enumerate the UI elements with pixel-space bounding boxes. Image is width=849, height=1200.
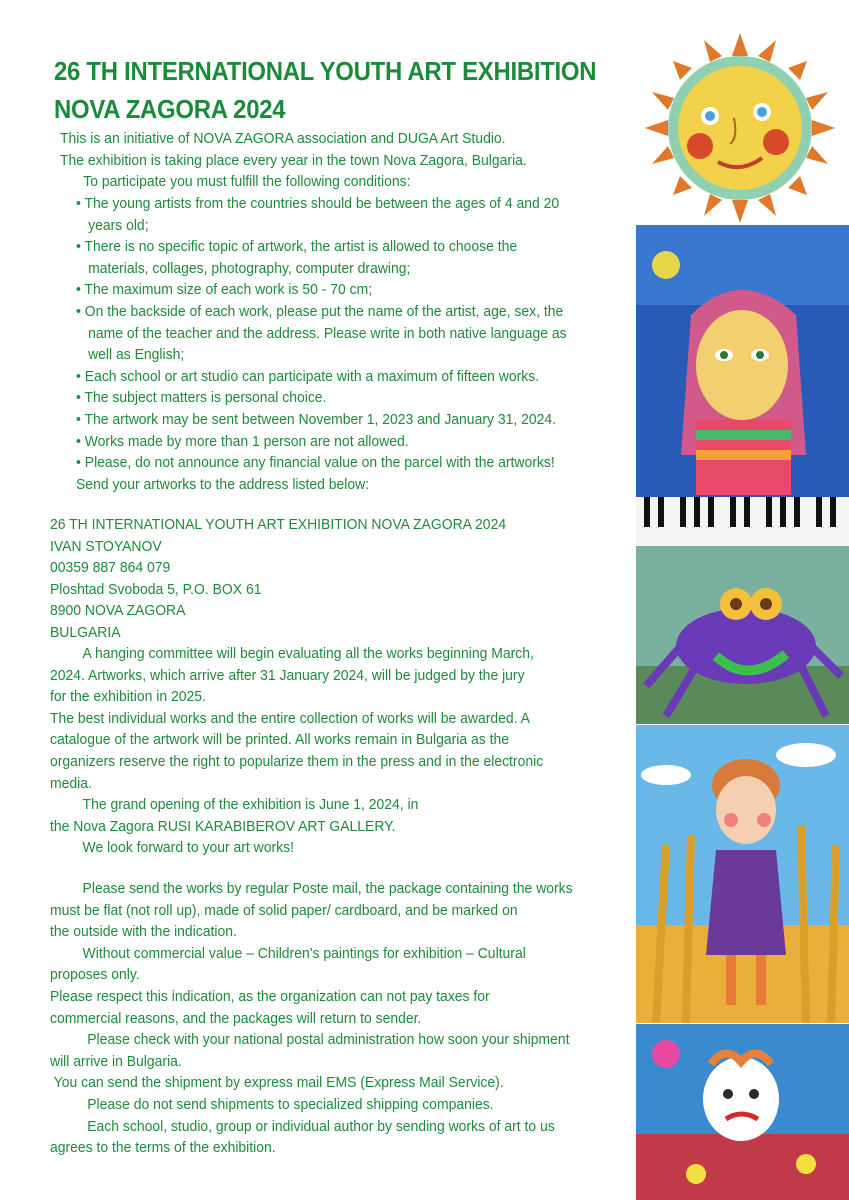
condition-item: • The artwork may be sent between November 1, 2023 and January 31, 2024. xyxy=(76,409,567,431)
body-block-1 xyxy=(50,643,543,859)
body-line: agrees to the terms of the exhibition. xyxy=(50,1139,276,1157)
conditions-list xyxy=(76,193,567,495)
address-line: IVAN STOYANOV xyxy=(50,537,162,555)
body-line: for the exhibition in 2025. xyxy=(50,688,206,706)
condition-item: • Works made by more than 1 person are not allowed. xyxy=(76,431,567,453)
condition-item-cont: materials, collages, photography, computer drawing; xyxy=(88,259,411,277)
body-line: Please do not send shipments to specialized shipping companies. xyxy=(87,1095,494,1113)
body-line: Please check with your national postal administration how soon your shipment xyxy=(87,1031,570,1049)
intro-line: This is an initiative of NOVA ZAGORA association and DUGA Art Studio. xyxy=(60,130,506,147)
condition-item: • The subject matters is personal choice. xyxy=(76,387,567,409)
body-line: proposes only. xyxy=(50,966,140,984)
body-line: Each school, studio, group or individual author by sending works of art to us xyxy=(87,1117,555,1135)
address-line: 8900 NOVA ZAGORA xyxy=(50,602,186,620)
body-line: Please respect this indication, as the organization can not pay taxes for xyxy=(50,987,490,1005)
condition-item-cont: well as English; xyxy=(88,346,185,364)
body-line: catalogue of the artwork will be printed. All works remain in Bulgaria as the xyxy=(50,731,510,749)
condition-item: • On the backside of each work, please put the name of the artist, age, sex, the xyxy=(76,301,567,323)
condition-item-cont: years old; xyxy=(88,216,149,234)
body-line: will arrive in Bulgaria. xyxy=(50,1052,182,1070)
girl-piano-painting-image xyxy=(636,225,849,545)
body-line: You can send the shipment by express mail EMS (Express Mail Service). xyxy=(53,1074,504,1092)
send-line: Send your artworks to the address listed below: xyxy=(76,475,370,493)
body-line: Please send the works by regular Poste mail, the package containing the works xyxy=(82,880,573,897)
address-block xyxy=(50,514,506,644)
address-line: 00359 887 864 079 xyxy=(50,559,171,577)
body-line: 2024. Artworks, which arrive after 31 January 2024, will be judged by the jury xyxy=(50,666,525,684)
body-line: We look forward to your art works! xyxy=(82,839,294,857)
address-line: BULGARIA xyxy=(50,623,121,641)
body-line: A hanging committee will begin evaluating all the works beginning March, xyxy=(82,645,534,662)
body-line: commercial reasons, and the packages will return to sender. xyxy=(50,1009,422,1027)
intro-line: The exhibition is taking place every year in the town Nova Zagora, Bulgaria. xyxy=(60,151,527,169)
girl-wheat-painting-image xyxy=(636,725,849,1023)
condition-item: • Each school or art studio can participate with a maximum of fifteen works. xyxy=(76,366,567,388)
spider-painting-image xyxy=(636,546,849,724)
condition-item: • There is no specific topic of artwork, the artist is allowed to choose the xyxy=(76,236,567,258)
condition-item: • The young artists from the countries should be between the ages of 4 and 20 xyxy=(76,193,567,215)
condition-item: • Please, do not announce any financial value on the parcel with the artworks! xyxy=(76,452,567,474)
body-line: Without commercial value – Children’s paintings for exhibition – Cultural xyxy=(82,944,526,962)
address-line: 26 TH INTERNATIONAL YOUTH ART EXHIBITION NOVA ZAGORA 2024 xyxy=(50,516,507,533)
address-line: Ploshtad Svoboda 5, P.O. BOX 61 xyxy=(50,580,262,598)
page-title xyxy=(54,52,597,128)
intro-block xyxy=(60,128,527,193)
condition-item-cont: name of the teacher and the address. Please write in both native language as xyxy=(88,324,567,342)
body-line: the Nova Zagora RUSI KARABIBEROV ART GALLERY. xyxy=(50,817,396,835)
body-line: the outside with the indication. xyxy=(50,923,237,941)
sun-painting-image xyxy=(640,32,840,222)
condition-item: • The maximum size of each work is 50 - 70 cm; xyxy=(76,279,567,301)
title-line-2: NOVA ZAGORA 2024 xyxy=(54,94,286,124)
body-block-2 xyxy=(50,878,573,1159)
body-line: The best individual works and the entire collection of works will be awarded. A xyxy=(50,709,530,727)
body-line: media. xyxy=(50,774,92,792)
body-line: must be flat (not roll up), made of solid paper/ cardboard, and be marked on xyxy=(50,901,518,919)
intro-line: To participate you must fulfill the following conditions: xyxy=(83,173,411,191)
title-line-1: 26 TH INTERNATIONAL YOUTH ART EXHIBITION xyxy=(54,56,597,86)
body-line: The grand opening of the exhibition is June 1, 2024, in xyxy=(82,796,419,814)
clown-painting-image xyxy=(636,1024,849,1200)
body-line: organizers reserve the right to popularize them in the press and in the electronic xyxy=(50,752,544,770)
